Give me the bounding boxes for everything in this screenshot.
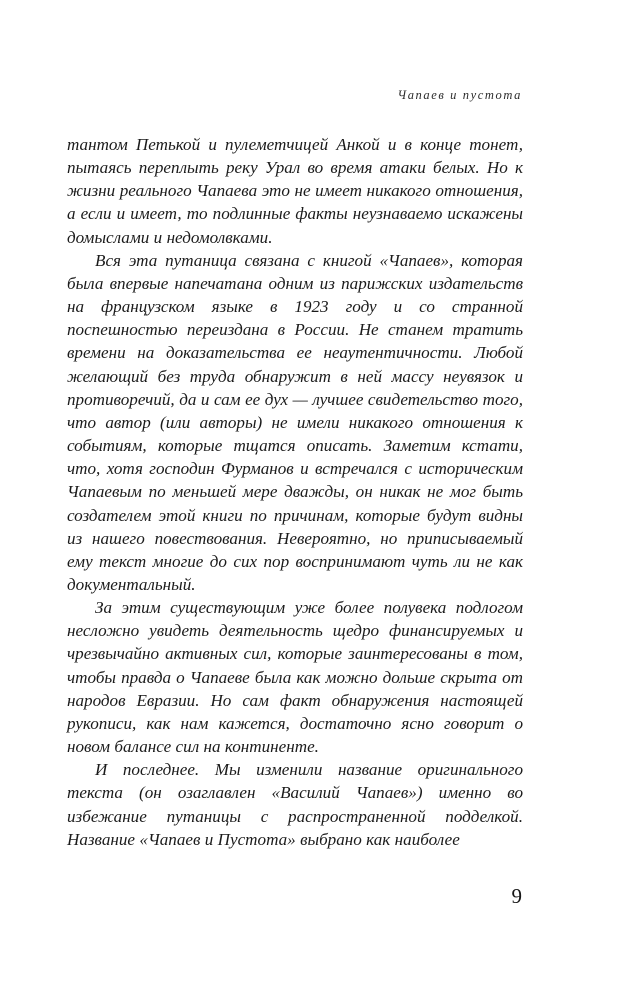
paragraph: Вся эта путаница связана с книгой «Чапаев», которая была впервые напечатана одним из парижских издательств на французском языке в 1923 году и со странной поспешностью переиздана в России. Не станем тратить времени на доказательства ее неаутентичности. Любой желающий без труда обнаружит в ней массу неувязок и противоречий, да и сам ее дух — лучшее свидетельство того, что автор (или авторы) не имели никакого отношения к событиям, которые тщатся описать. Заметим кстати, что, хотя господин Фурманов и встречался с историческим Чапаевым по меньшей мере дважды, он никак не мог быть создателем этой книги по причинам, которые будут видны из нашего повествования. Невероятно, но приписываемый ему текст многие до сих пор воспринимают чуть ли не как документальный. (67, 250, 523, 594)
paragraph: И последнее. Мы изменили название оригинального текста (он озаглавлен «Василий Чапаев») именно во избежание путаницы с распространенной подделкой. Название «Чапаев и Пустота» выбрано как наиболее (67, 760, 523, 849)
page-number: 9 (511, 884, 522, 908)
paragraph: тантом Петькой и пулеметчицей Анкой и в конце тонет, пытаясь переплыть реку Урал во время атаки белых. Но к жизни реального Чапаева это не имеет никакого отношения, а если и имеет, то подлинные факты неузнаваемо искажены домыслами и недомолвками. (67, 135, 523, 247)
running-head: Чапаев и пустота (397, 88, 522, 102)
body-text-block (67, 133, 523, 851)
paragraph: За этим существующим уже более полувека подлогом несложно увидеть деятельность щедро финансируемых и чрезвычайно активных сил, которые заинтересованы в том, чтобы правда о Чапаеве была как можно дольше скрыта от народов Евразии. Но сам факт обнаружения настоящей рукописи, как нам кажется, достаточно ясно говорит о новом балансе сил на континенте. (67, 598, 523, 757)
